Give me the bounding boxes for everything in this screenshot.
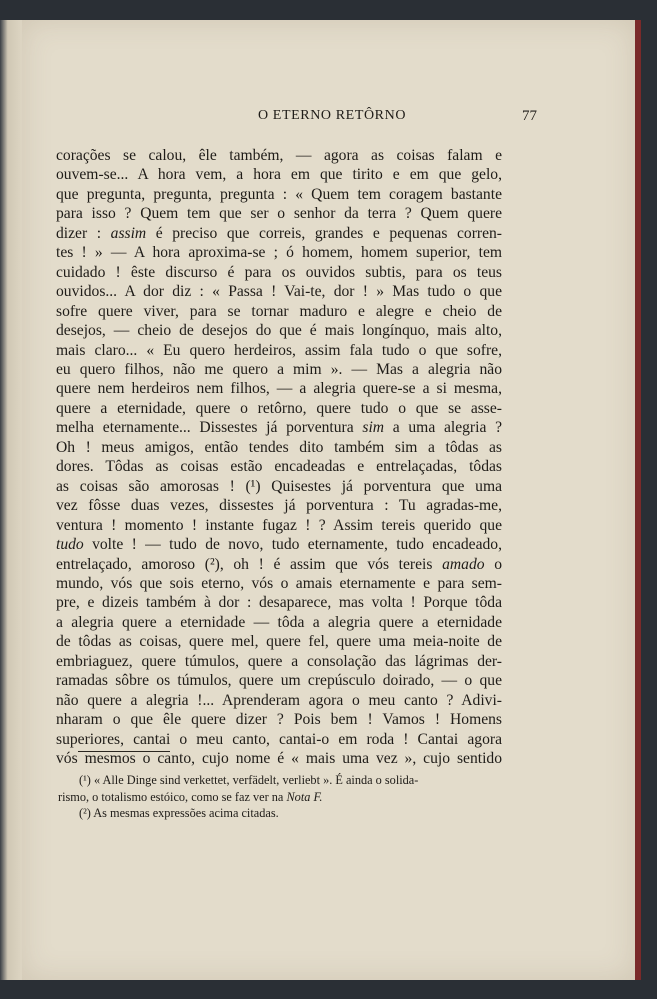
body-line: embriaguez, quere túmulos, quere a consolação das lágrimas der-	[56, 652, 502, 670]
body-line: quere nem herdeiros nem filhos, — a alegria quere-se a si mesma,	[56, 380, 502, 398]
body-line: as coisas são amorosas ! (¹) Quisestes já porventura que uma	[56, 477, 502, 495]
body-line: de tôdas as coisas, quere mel, quere fel, quere uma meia-noite de	[56, 633, 502, 651]
body-text	[56, 146, 502, 769]
body-line: Oh ! meus amigos, então tendes dito também sim a tôdas as	[56, 438, 502, 456]
body-line: melha eternamente... Dissestes já porventura sim a uma alegria ?	[56, 419, 502, 437]
footnote-1-continued: rismo, o totalismo estóico, como se faz ver na Nota F.	[58, 789, 323, 804]
body-line: sofre quere viver, para se tornar maduro e alegre e cheio de	[56, 302, 502, 320]
body-line: ventura ! momento ! instante fugaz ! ? Assim tereis querido que	[56, 516, 502, 534]
body-line: ramadas sôbre os túmulos, quere um crepúsculo doirado, — o que	[56, 672, 502, 690]
page-number: 77	[522, 108, 537, 124]
body-line: dizer : assim é preciso que correis, grandes e pequenas corren-	[56, 224, 503, 242]
body-line: nharam o que êle quere dizer ? Pois bem ! Vamos ! Homens	[56, 711, 502, 729]
running-title: O ETERNO RETÔRNO	[258, 108, 407, 123]
body-line: que pregunta, pregunta, pregunta : « Quem tem coragem bastante	[56, 185, 502, 203]
book-edge	[635, 20, 641, 980]
footnotes	[58, 772, 503, 822]
body-line: cuidado ! êste discurso é para os ouvidos subtis, para os teus	[56, 263, 502, 281]
body-line: mais claro... « Eu quero herdeiros, assim fala tudo o que sofre,	[56, 341, 502, 359]
body-line: ouvem-se... A hora vem, a hora em que tirito e em que gelo,	[56, 166, 502, 184]
body-line: eu quero filhos, não me quero a mim ». — Mas a alegria não	[56, 360, 502, 378]
body-line: vós mesmos o canto, cujo nome é « mais uma vez », cujo sentido	[56, 750, 502, 768]
body-line: desejos, — cheio de desejos do que é mais longínquo, mais alto,	[56, 322, 502, 340]
body-line: mundo, vós que sois eterno, vós o amais eternamente e para sem-	[56, 574, 502, 592]
body-line: entrelaçado, amoroso (²), oh ! é assim que vós tereis amado o	[56, 555, 502, 573]
body-line: ouvidos... A dor diz : « Passa ! Vai-te, dor ! » Mas tudo o que	[56, 283, 502, 301]
body-line: superiores, cantai o meu canto, cantai-o em roda ! Cantai agora	[56, 730, 502, 748]
footnote-2: (²) As mesmas expressões acima citadas.	[79, 806, 279, 820]
body-line: tudo volte ! — tudo de novo, tudo eternamente, tudo encadeado,	[56, 536, 502, 554]
body-line: tes ! » — A hora aproxima-se ; ó homem, homem superior, tem	[56, 244, 502, 262]
body-line: a alegria quere a eternidade — tôda a alegria quere a eternidade	[56, 613, 502, 631]
body-line: quere a eternidade, quere o retôrno, quere tudo o que se asse-	[56, 399, 502, 417]
book-gutter	[0, 20, 22, 980]
footnote-1: (¹) « Alle Dinge sind verkettet, verfädelt, verliebt ». É ainda o solida-	[79, 773, 419, 787]
body-line: não quere a alegria !... Aprenderam agora o meu canto ? Adivi-	[56, 691, 502, 709]
body-line: pre, e dizeis também à dor : desaparece, mas volta ! Porque tôda	[56, 594, 502, 612]
body-line: dores. Tôdas as coisas estão encadeadas e entrelaçadas, tôdas	[56, 458, 502, 476]
body-line: corações se calou, êle também, — agora as coisas falam e	[56, 147, 502, 164]
body-line: vez fôsse duas vezes, dissestes já porventura : Tu agradas-me,	[56, 497, 502, 515]
body-line: para isso ? Quem tem que ser o senhor da terra ? Quem quere	[56, 205, 502, 223]
footnote-rule	[78, 751, 170, 752]
